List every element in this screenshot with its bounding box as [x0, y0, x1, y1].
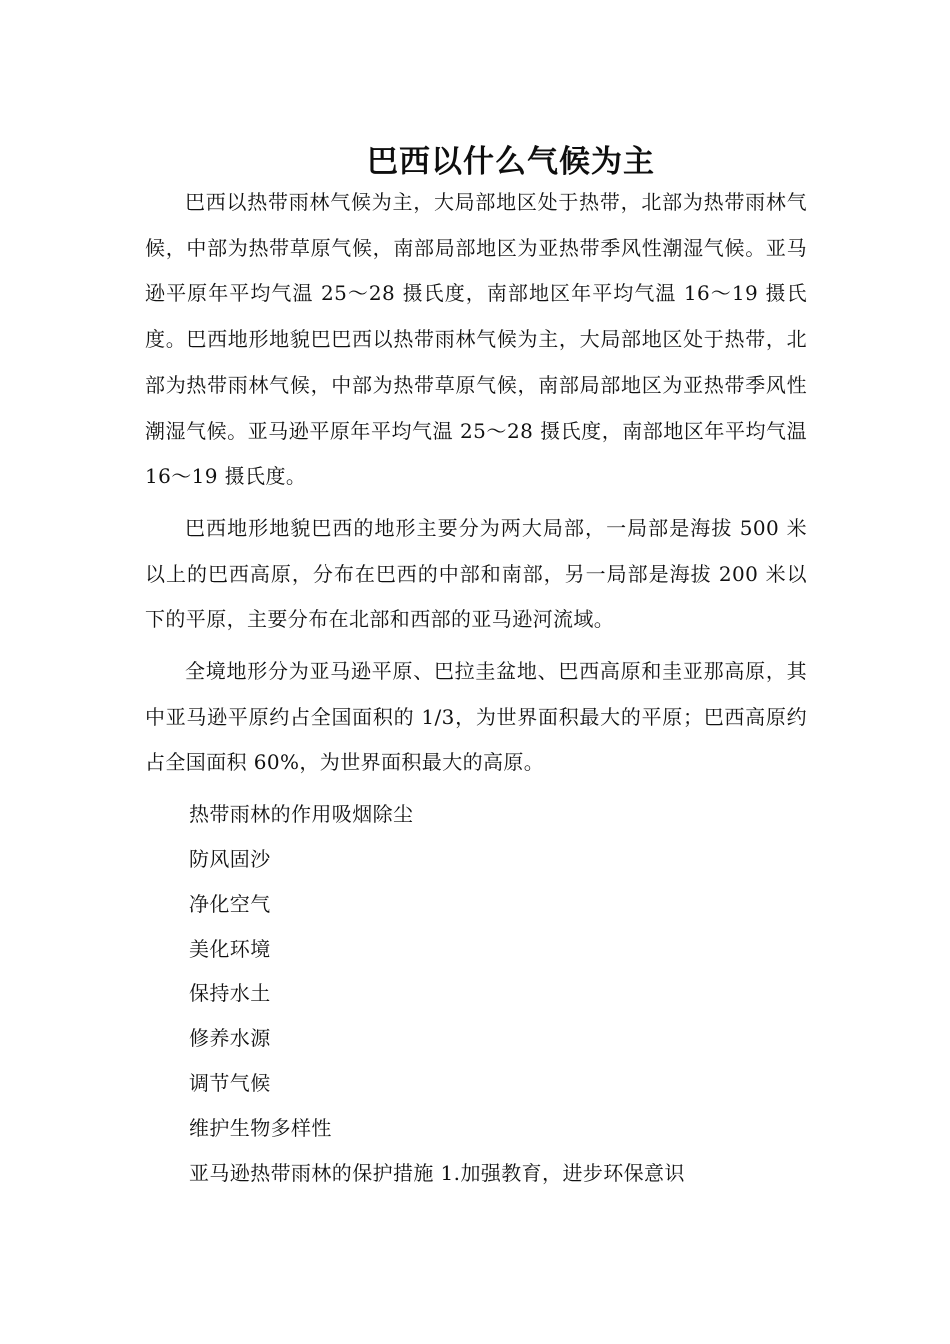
- list-item-beautify-environment: 美化环境: [189, 936, 271, 961]
- paragraph-terrain: 巴西地形地貌巴西的地形主要分为两大局部，一局部是海拔 500 米以上的巴西高原，分布在巴西的中部和南部，另一局部是海拔 200 米以下的平原，主要分布在北部和西部的亚马逊河流域。: [145, 515, 807, 632]
- paragraph-landforms: 全境地形分为亚马逊平原、巴拉圭盆地、巴西高原和圭亚那高原，其中亚马逊平原约占全国面积的 1/3，为世界面积最大的平原；巴西高原约占全国面积 60%，为世界面积最大的高原。: [145, 659, 807, 775]
- list-item-climate-regulation: 调节气候: [189, 1070, 271, 1095]
- list-item-purify-air: 净化空气: [189, 891, 271, 916]
- document-body: [145, 180, 807, 1195]
- list-item-biodiversity: 维护生物多样性: [189, 1115, 332, 1140]
- list-item-protection-measures: 亚马逊热带雨林的保护措施 1.加强教育，进步环保意识: [189, 1160, 685, 1185]
- list-item-soil-conservation: 保持水土: [189, 981, 271, 1006]
- list-item-rainforest-functions: 热带雨林的作用吸烟除尘: [189, 802, 414, 827]
- list-item-water-source: 修养水源: [189, 1026, 271, 1051]
- document-title: 巴西以什么气候为主: [367, 143, 655, 180]
- rainforest-list: [145, 792, 807, 1195]
- paragraph-climate: 巴西以热带雨林气候为主，大局部地区处于热带，北部为热带雨林气候，中部为热带草原气候，南部局部地区为亚热带季风性潮湿气候。亚马逊平原年平均气温 25～28 摄氏度，南部地区年平均气温 16～19 摄氏度。巴西地形地貌巴巴西以热带雨林气候为主，大局部地区处于热带，北部为热带雨林气候，中部为热带草原气候，南部局部地区为亚热带季风性潮湿气候。亚马逊平原年平均气温 25～28 摄氏度，南部地区年平均气温 16～19 摄氏度。: [145, 190, 807, 489]
- list-item-windbreak: 防风固沙: [189, 846, 271, 871]
